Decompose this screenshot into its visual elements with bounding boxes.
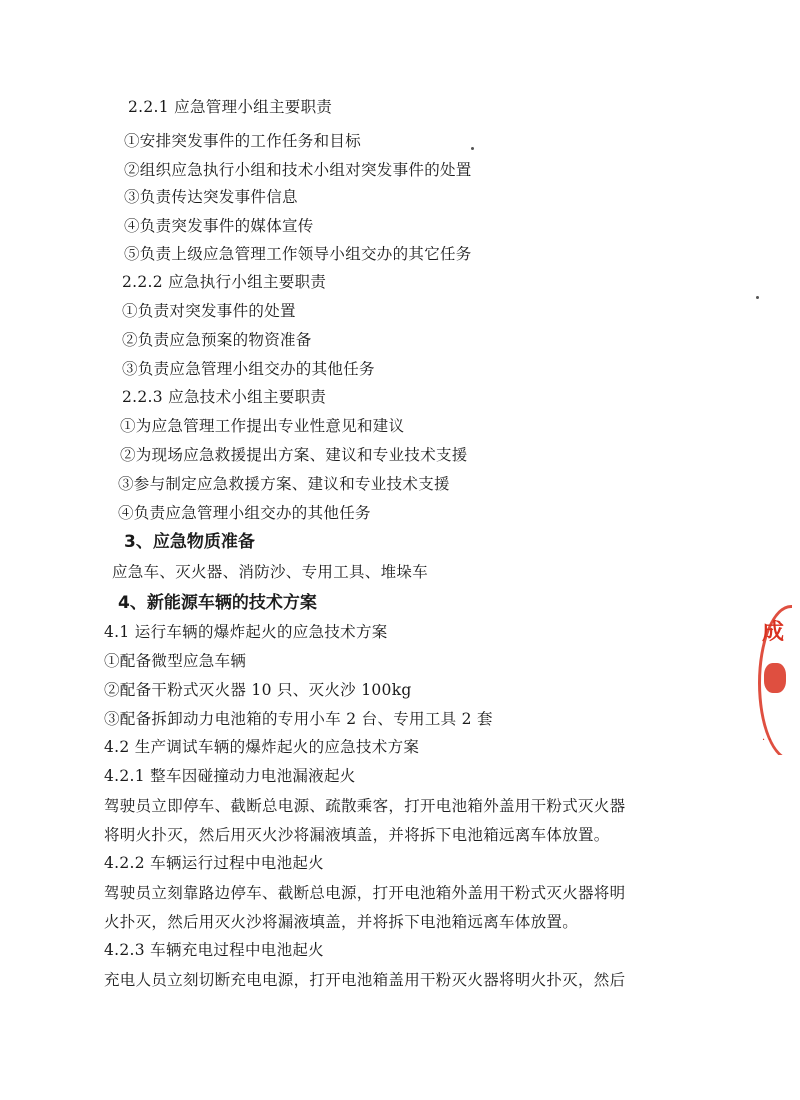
seal-marks: · · bbox=[762, 735, 772, 746]
list-item: ①负责对突发事件的处置 bbox=[122, 302, 296, 320]
list-item: ④负责应急管理小组交办的其他任务 bbox=[118, 504, 371, 522]
section-heading-4-2-1: 4.2.1 整车因碰撞动力电池漏液起火 bbox=[104, 767, 356, 785]
scan-speck bbox=[471, 147, 474, 150]
seal-character: 成 bbox=[762, 620, 785, 645]
paragraph: 火扑灭，然后用灭火沙将漏液填盖，并将拆下电池箱远离车体放置。 bbox=[104, 913, 579, 931]
list-item: ③配备拆卸动力电池箱的专用小车 2 台、专用工具 2 套 bbox=[104, 710, 493, 728]
section-heading-4-2-3: 4.2.3 车辆充电过程中电池起火 bbox=[104, 941, 324, 959]
paragraph: 驾驶员立刻靠路边停车、截断总电源，打开电池箱外盖用干粉式灭火器将明 bbox=[104, 884, 626, 902]
list-item: ②配备干粉式灭火器 10 只、灭火沙 100kg bbox=[104, 681, 412, 699]
list-item: ①安排突发事件的工作任务和目标 bbox=[124, 132, 362, 150]
list-item: ③负责传达突发事件信息 bbox=[124, 188, 298, 206]
list-item: ⑤负责上级应急管理工作领导小组交办的其它任务 bbox=[124, 245, 472, 263]
paragraph: 将明火扑灭，然后用灭火沙将漏液填盖，并将拆下电池箱远离车体放置。 bbox=[104, 826, 610, 844]
paragraph: 驾驶员立即停车、截断总电源、疏散乘客，打开电池箱外盖用干粉式灭火器 bbox=[104, 797, 626, 815]
section-heading-4: 4、新能源车辆的技术方案 bbox=[118, 593, 317, 613]
section-heading-4-2-2: 4.2.2 车辆运行过程中电池起火 bbox=[104, 854, 324, 872]
section-heading-4-2: 4.2 生产调试车辆的爆炸起火的应急技术方案 bbox=[104, 738, 420, 756]
section-heading-2-2-1: 2.2.1 应急管理小组主要职责 bbox=[128, 98, 333, 116]
section-heading-4-1: 4.1 运行车辆的爆炸起火的应急技术方案 bbox=[104, 623, 388, 641]
paragraph: 应急车、灭火器、消防沙、专用工具、堆垛车 bbox=[112, 563, 429, 581]
list-item: ②负责应急预案的物资准备 bbox=[122, 331, 312, 349]
list-item: ②为现场应急救援提出方案、建议和专业技术支援 bbox=[120, 446, 468, 464]
seal-ink-blot bbox=[764, 663, 786, 693]
list-item: ④负责突发事件的媒体宣传 bbox=[124, 217, 314, 235]
list-item: ①配备微型应急车辆 bbox=[104, 652, 247, 670]
section-heading-2-2-3: 2.2.3 应急技术小组主要职责 bbox=[122, 388, 327, 406]
list-item: ③参与制定应急救援方案、建议和专业技术支援 bbox=[118, 475, 450, 493]
list-item: ③负责应急管理小组交办的其他任务 bbox=[122, 360, 375, 378]
paragraph: 充电人员立刻切断充电电源，打开电池箱盖用干粉灭火器将明火扑灭，然后 bbox=[104, 971, 626, 989]
section-heading-3: 3、应急物质准备 bbox=[124, 532, 255, 552]
section-heading-2-2-2: 2.2.2 应急执行小组主要职责 bbox=[122, 273, 327, 291]
scan-speck bbox=[756, 296, 759, 299]
list-item: ①为应急管理工作提出专业性意见和建议 bbox=[120, 417, 405, 435]
red-seal-stamp bbox=[758, 605, 792, 755]
list-item: ②组织应急执行小组和技术小组对突发事件的处置 bbox=[124, 161, 472, 179]
